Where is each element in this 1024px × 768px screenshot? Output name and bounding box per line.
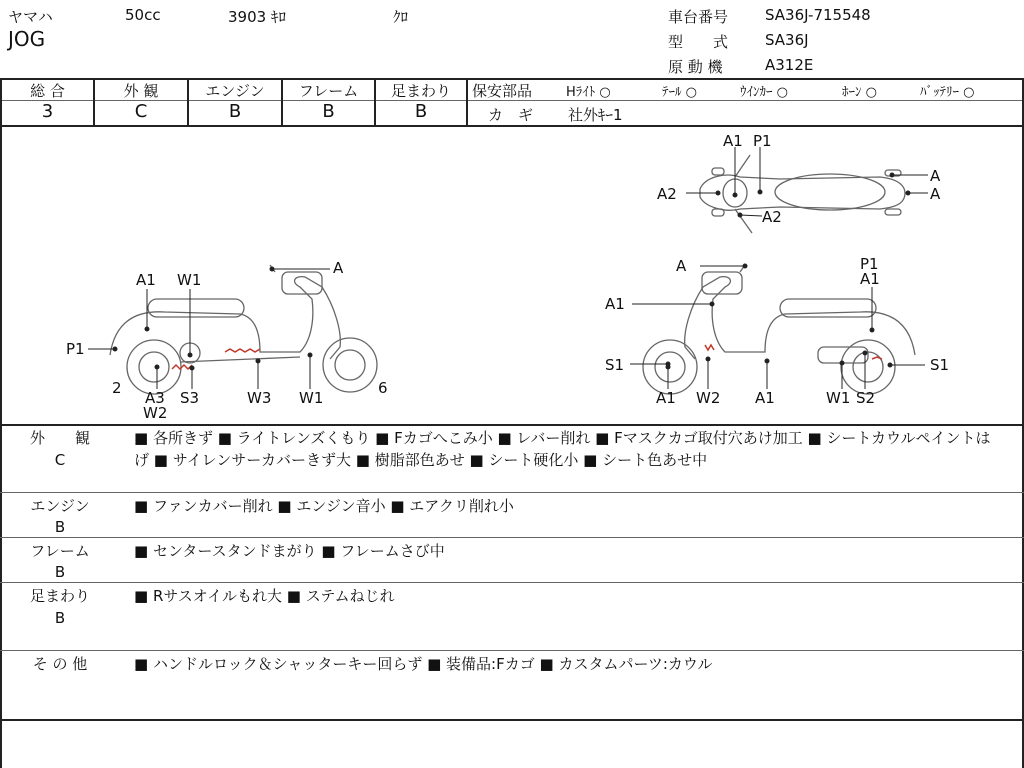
remark-grade: B xyxy=(54,563,66,581)
right-a: A xyxy=(676,257,687,275)
left-a: A xyxy=(333,259,344,277)
remark-text: ■ Rサスオイルもれ大 ■ ステムねじれ xyxy=(134,587,395,605)
right-a1-left: A1 xyxy=(605,295,625,313)
grade-value-suspension: B xyxy=(414,101,428,122)
key-label: カ ギ xyxy=(488,106,534,124)
color: ｸﾛ xyxy=(393,8,409,26)
right-a1-top: A1 xyxy=(860,270,880,288)
remark-label: エンジン xyxy=(30,497,90,515)
remark-label: フレーム xyxy=(30,542,90,560)
mileage: 3903 ｷﾛ xyxy=(228,8,286,26)
left-6: 6 xyxy=(378,379,388,397)
grade-label-exterior: 外 観 xyxy=(123,82,159,100)
type-label: 型 式 xyxy=(668,33,729,51)
top-a2-bottom: A2 xyxy=(762,208,782,226)
grade-label-suspension: 足まわり xyxy=(390,82,451,100)
remark-grade: B xyxy=(54,518,66,536)
top-a2-left: A2 xyxy=(657,185,677,203)
battery-mark: ○ xyxy=(963,85,975,100)
engine-label: 原 動 機 xyxy=(668,58,723,76)
frame-no-label: 車台番号 xyxy=(668,8,729,26)
grade-value-engine: B xyxy=(228,101,242,122)
key-value: 社外ｷｰ1 xyxy=(568,106,623,124)
remark-text: ■ 各所きず ■ ライトレンズくもり ■ Fカゴへこみ小 ■ レバー削れ ■ Fマスクカゴ取付穴あけ加工 ■ シートカウルペイントはげ ■ サイレンサーカバーきず大 ■ 樹脂部色あせ ■ シート硬化小 ■ シート色あせ中 xyxy=(134,429,991,469)
left-w1: W1 xyxy=(177,271,202,289)
safety-tail: ﾃｰﾙ ○ xyxy=(662,85,697,100)
right-p1: P1 xyxy=(860,255,879,273)
remark-text: ■ センタースタンドまがり ■ フレームさび中 xyxy=(134,542,445,560)
safety-label: 保安部品 xyxy=(472,82,533,100)
remark-label: そ の 他 xyxy=(32,655,88,673)
top-a-right2: A xyxy=(930,185,941,203)
maker: ヤマハ xyxy=(8,8,53,26)
left-a1: A1 xyxy=(136,271,156,289)
tail-mark: ○ xyxy=(685,85,697,100)
engine-value: A312E xyxy=(765,56,814,74)
right-a1-b1: A1 xyxy=(656,389,676,407)
left-a3: A3 xyxy=(145,389,165,407)
top-view-scooter xyxy=(700,155,905,233)
remark-text: ■ ファンカバー削れ ■ エンジン音小 ■ エアクリ削れ小 xyxy=(134,497,514,515)
left-w1b: W1 xyxy=(299,389,324,407)
grade-value-frame: B xyxy=(322,101,335,122)
safety-battery: ﾊﾞｯﾃﾘｰ ○ xyxy=(920,85,975,100)
safety-horn: ﾎｰﾝ ○ xyxy=(842,85,877,100)
remark-grade: B xyxy=(54,609,66,627)
grade-label-total: 総 合 xyxy=(30,82,65,100)
scooter-diagram xyxy=(0,127,1024,424)
left-w2: W2 xyxy=(143,404,168,422)
horn-mark: ○ xyxy=(865,85,877,100)
left-w3: W3 xyxy=(247,389,272,407)
remark-grade: C xyxy=(54,451,66,469)
grade-value-exterior: C xyxy=(134,101,148,122)
grade-label-frame: フレーム xyxy=(298,82,359,100)
top-p1: P1 xyxy=(753,132,772,150)
safety-headlight: Hﾗｲﾄ ○ xyxy=(566,85,611,100)
right-w2: W2 xyxy=(696,389,721,407)
headlight-mark: ○ xyxy=(599,85,611,100)
model-name: JOG xyxy=(8,27,46,51)
left-s3: S3 xyxy=(180,389,200,407)
remark-label: 外 観 xyxy=(29,429,90,447)
remark-label: 足まわり xyxy=(29,587,90,605)
safety-winker: ｳｲﾝｶｰ ○ xyxy=(740,85,788,100)
displacement: 50cc xyxy=(125,6,161,24)
type-value: SA36J xyxy=(765,31,809,49)
grade-label-engine: エンジン xyxy=(205,82,265,100)
top-a1: A1 xyxy=(723,132,743,150)
right-s1-right: S1 xyxy=(930,356,950,374)
right-s1-left: S1 xyxy=(605,356,625,374)
right-s2: S2 xyxy=(856,389,876,407)
winker-mark: ○ xyxy=(776,85,788,100)
right-w1: W1 xyxy=(826,389,851,407)
frame-no: SA36J-715548 xyxy=(765,6,871,24)
remark-text: ■ ハンドルロック＆シャッターキー回らず ■ 装備品:Fカゴ ■ カスタムパーツ:カウル xyxy=(134,655,713,673)
left-2: 2 xyxy=(112,379,122,397)
right-a1-b2: A1 xyxy=(755,389,775,407)
grade-value-total: 3 xyxy=(41,101,54,122)
left-p1: P1 xyxy=(66,340,85,358)
top-a-right1: A xyxy=(930,167,941,185)
